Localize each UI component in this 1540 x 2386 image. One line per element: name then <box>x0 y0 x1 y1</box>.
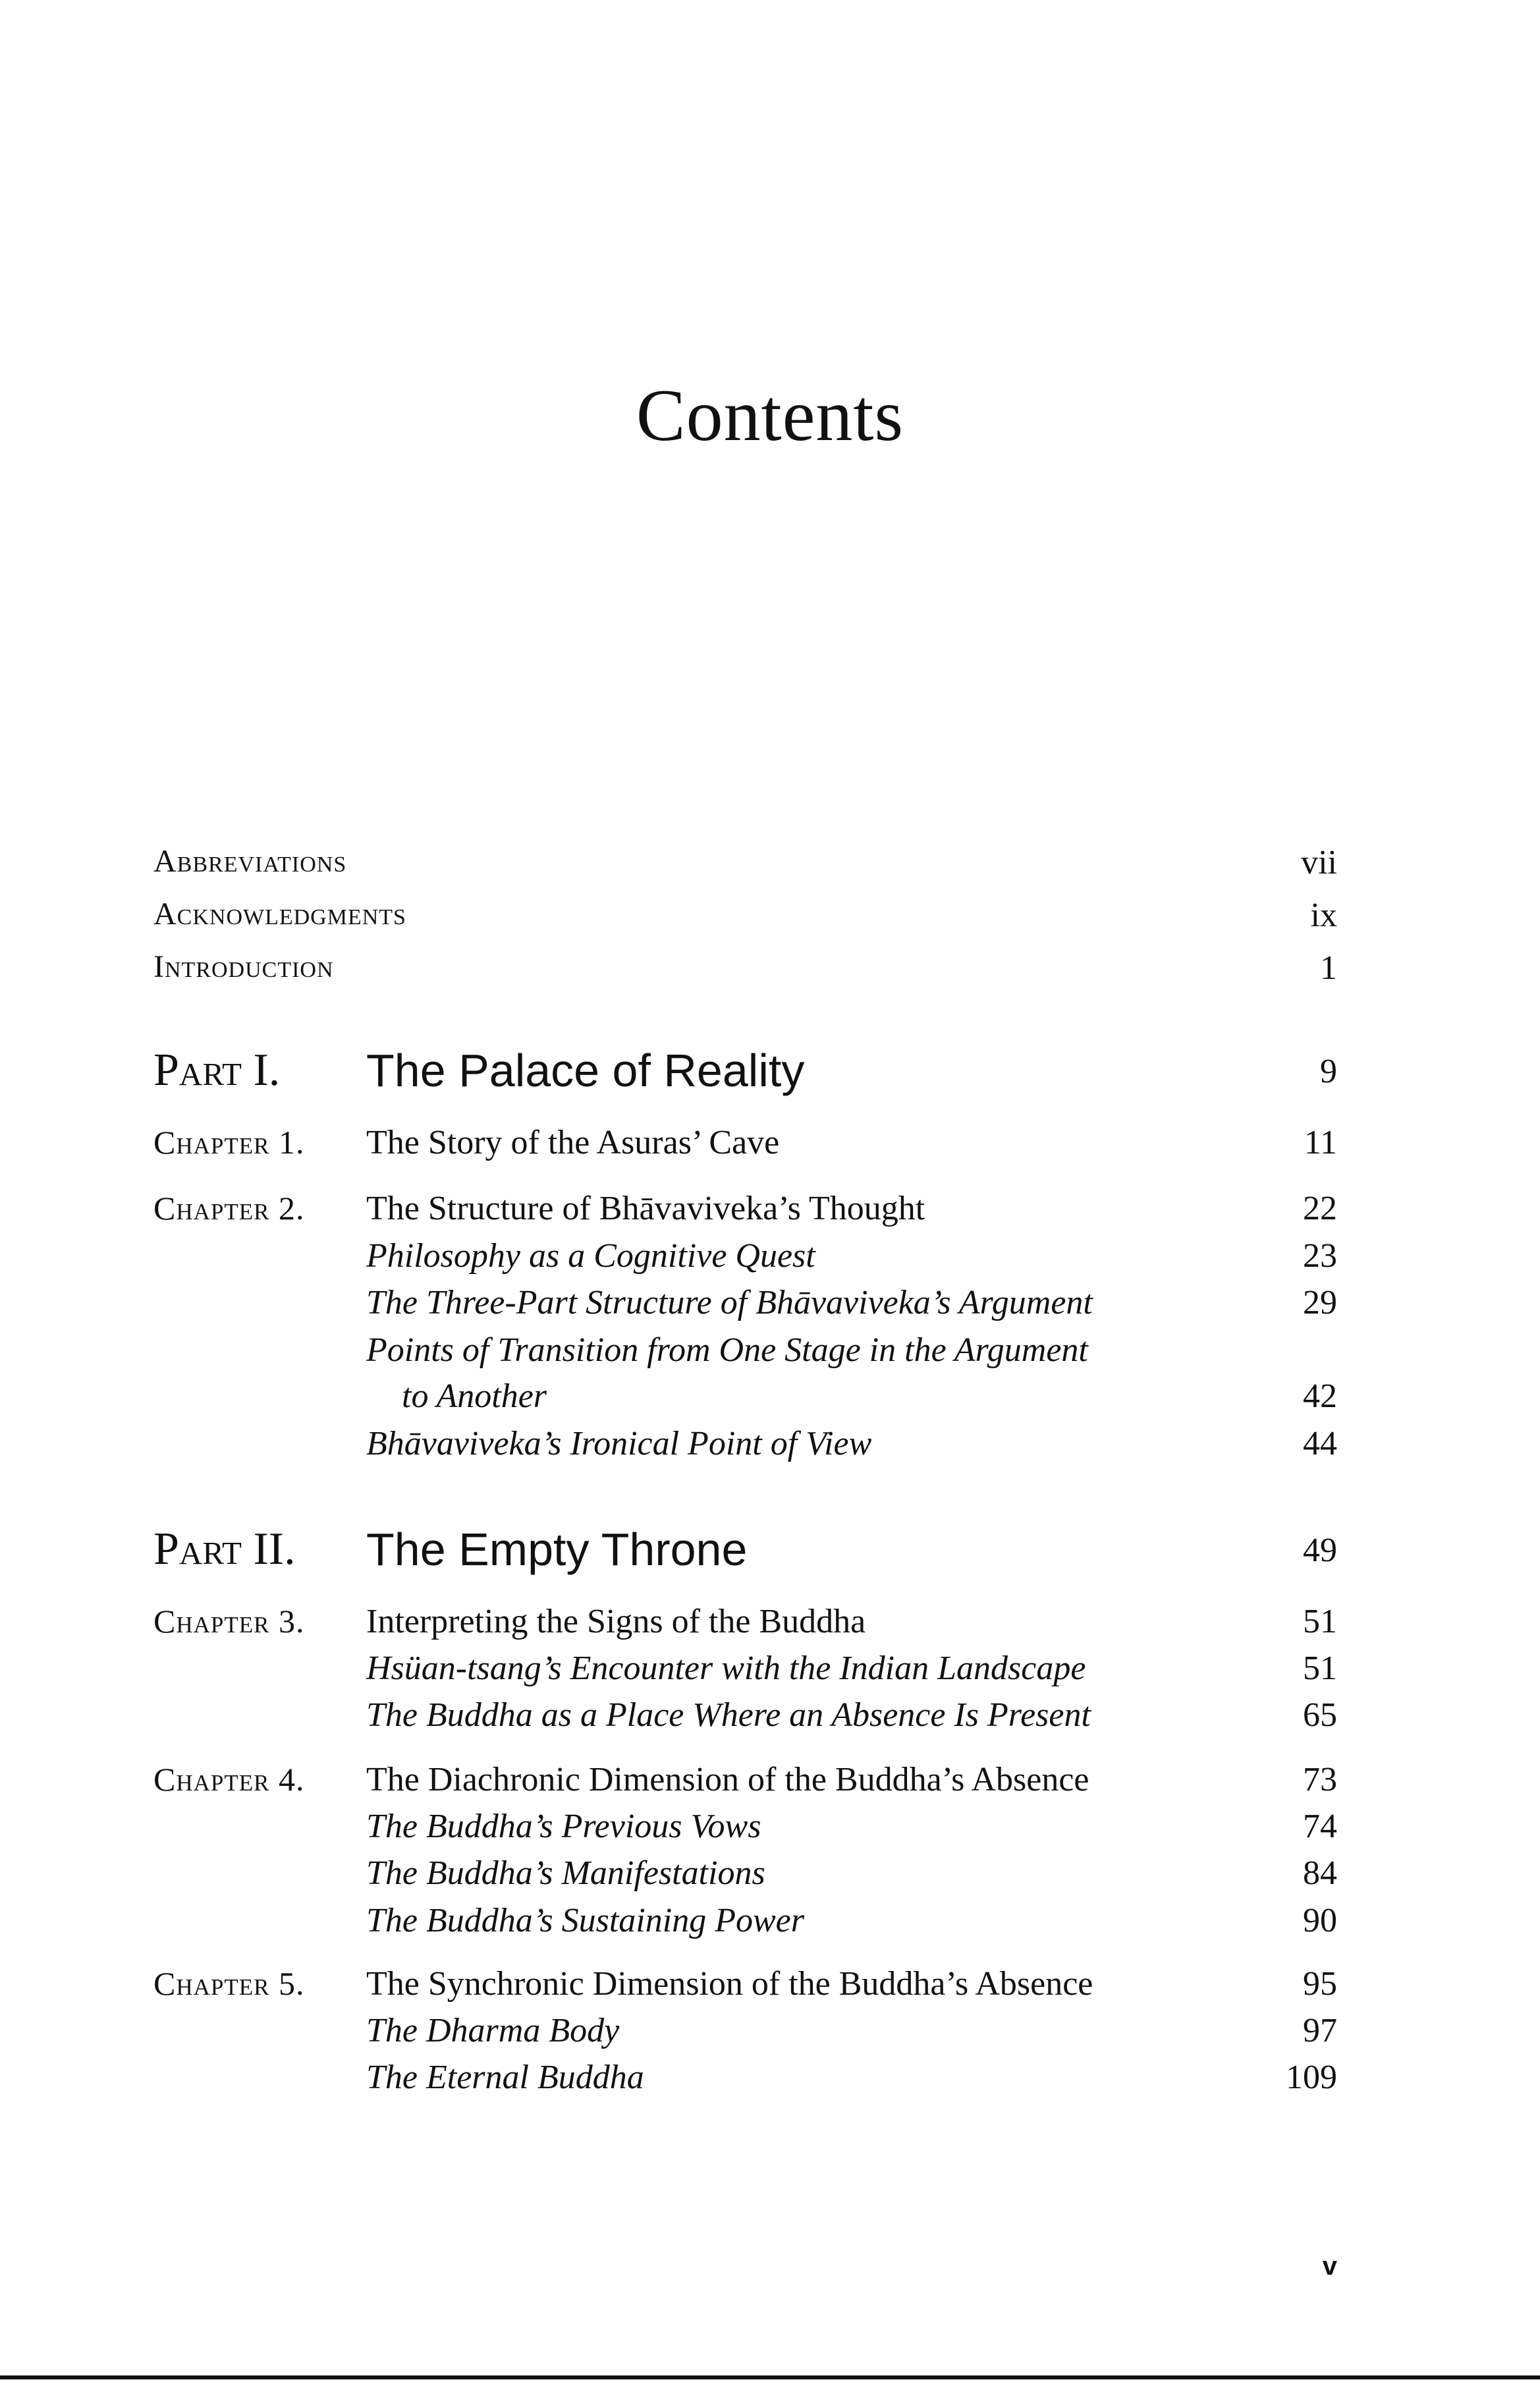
toc-chapter-2[interactable] <box>0 1189 1540 1235</box>
section-title: The Three-Part Structure of Bhāvaviveka’s Argument <box>366 1284 1093 1321</box>
toc-page-number: vii <box>1301 844 1337 881</box>
toc-section[interactable] <box>0 1807 1540 1853</box>
section-title: The Buddha’s Manifestations <box>366 1854 765 1892</box>
chapter-title: The Story of the Asuras’ Cave <box>366 1124 780 1161</box>
toc-page-number: 109 <box>1286 2059 1337 2096</box>
toc-part-2[interactable] <box>0 1523 1540 1582</box>
toc-section[interactable] <box>0 1424 1540 1470</box>
part-label: Part I. <box>153 1045 281 1096</box>
toc-page-number: 73 <box>1303 1761 1337 1798</box>
section-title: The Buddha’s Sustaining Power <box>366 1902 804 1939</box>
chapter-title: Interpreting the Signs of the Buddha <box>366 1603 866 1640</box>
toc-section-continued[interactable] <box>0 1377 1540 1423</box>
toc-section[interactable] <box>0 1283 1540 1329</box>
toc-entry-abbreviations[interactable] <box>0 843 1540 889</box>
toc-section[interactable] <box>0 1649 1540 1695</box>
toc-page-number: 49 <box>1303 1532 1337 1569</box>
chapter-label: Chapter 2. <box>153 1190 305 1227</box>
toc-page-number: 65 <box>1303 1696 1337 1734</box>
toc-page-number: 51 <box>1303 1603 1337 1640</box>
toc-page-number: 9 <box>1320 1053 1337 1090</box>
toc-page-number: 42 <box>1303 1377 1337 1415</box>
chapter-label: Chapter 4. <box>153 1761 305 1798</box>
toc-page-number: 23 <box>1303 1237 1337 1275</box>
toc-page-number: 97 <box>1303 2012 1337 2049</box>
toc-page-number: 95 <box>1303 1965 1337 2003</box>
chapter-title: The Structure of Bhāvaviveka’s Thought <box>366 1190 925 1227</box>
section-title: Bhāvaviveka’s Ironical Point of View <box>366 1425 872 1462</box>
section-title: The Buddha’s Previous Vows <box>366 1808 761 1845</box>
toc-page-number: 1 <box>1320 949 1337 987</box>
toc-part-1[interactable] <box>0 1044 1540 1103</box>
toc-entry-introduction[interactable] <box>0 949 1540 995</box>
toc-page-number: ix <box>1310 897 1337 934</box>
section-title-continuation: to Another <box>402 1377 547 1415</box>
section-title: Points of Transition from One Stage in the Argument <box>366 1331 1088 1369</box>
toc-section[interactable] <box>0 2058 1540 2104</box>
toc-chapter-3[interactable] <box>0 1602 1540 1648</box>
toc-section[interactable] <box>0 1696 1540 1742</box>
chapter-label: Chapter 3. <box>153 1603 305 1640</box>
toc-page-number: 74 <box>1303 1808 1337 1845</box>
toc-entry-label: Abbreviations <box>153 844 347 879</box>
chapter-label: Chapter 5. <box>153 1965 305 2002</box>
section-title: The Buddha as a Place Where an Absence Is Present <box>366 1696 1091 1734</box>
page-folio: v <box>1322 2252 1337 2281</box>
toc-chapter-5[interactable] <box>0 1964 1540 2011</box>
chapter-title: The Diachronic Dimension of the Buddha’s Absence <box>366 1761 1089 1798</box>
section-title: Philosophy as a Cognitive Quest <box>366 1237 815 1275</box>
section-title: The Eternal Buddha <box>366 2059 644 2096</box>
toc-page-number: 90 <box>1303 1902 1337 1939</box>
part-label: Part II. <box>153 1524 296 1574</box>
toc-section[interactable] <box>0 1901 1540 1947</box>
toc-page-number: 11 <box>1304 1124 1337 1161</box>
bottom-edge-rule <box>0 2375 1540 2379</box>
toc-page-number: 29 <box>1303 1284 1337 1321</box>
toc-section[interactable] <box>0 1331 1540 1377</box>
chapter-label: Chapter 1. <box>153 1124 305 1161</box>
toc-section[interactable] <box>0 1236 1540 1283</box>
toc-entry-label: Introduction <box>153 949 334 984</box>
toc-section[interactable] <box>0 2011 1540 2057</box>
toc-page-number: 84 <box>1303 1854 1337 1892</box>
page-title: Contents <box>636 375 904 457</box>
chapter-title: The Synchronic Dimension of the Buddha’s Absence <box>366 1965 1093 2003</box>
section-title: The Dharma Body <box>366 2012 620 2049</box>
toc-page-number: 22 <box>1303 1190 1337 1227</box>
toc-chapter-4[interactable] <box>0 1760 1540 1806</box>
toc-chapter-1[interactable] <box>0 1123 1540 1169</box>
toc-page-number: 44 <box>1303 1425 1337 1462</box>
part-title: The Empty Throne <box>366 1524 748 1575</box>
toc-page-number: 51 <box>1303 1650 1337 1687</box>
toc-section[interactable] <box>0 1854 1540 1900</box>
toc-entry-acknowledgments[interactable] <box>0 896 1540 942</box>
toc-entry-label: Acknowledgments <box>153 897 406 931</box>
part-title: The Palace of Reality <box>366 1045 805 1096</box>
section-title: Hsüan-tsang’s Encounter with the Indian Landscape <box>366 1650 1086 1687</box>
